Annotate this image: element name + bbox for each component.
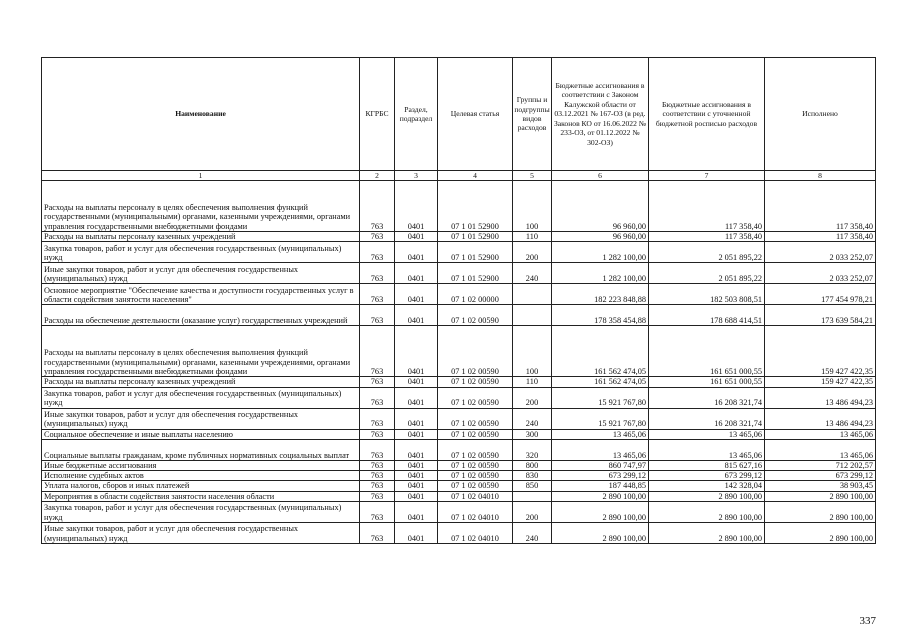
row-refined-allocation: 2 890 100,00 <box>649 523 765 544</box>
row-group: 200 <box>513 242 552 263</box>
row-law-allocation: 1 282 100,00 <box>552 242 649 263</box>
table-row <box>42 305 876 326</box>
row-law-allocation: 15 921 767,80 <box>552 408 649 429</box>
row-target: 07 1 02 00590 <box>438 377 513 387</box>
page-number: 337 <box>859 615 876 627</box>
row-name: Расходы на выплаты персоналу казенных учреждений <box>42 377 360 387</box>
row-section: 0401 <box>395 326 438 377</box>
row-group <box>513 305 552 326</box>
row-law-allocation: 2 890 100,00 <box>552 491 649 501</box>
row-group: 110 <box>513 232 552 242</box>
row-refined-allocation: 815 627,16 <box>649 460 765 470</box>
row-kgrbs: 763 <box>360 377 395 387</box>
table-row <box>42 232 876 242</box>
row-kgrbs: 763 <box>360 429 395 439</box>
row-kgrbs: 763 <box>360 523 395 544</box>
row-section: 0401 <box>395 181 438 232</box>
row-group: 800 <box>513 460 552 470</box>
row-target: 07 1 02 04010 <box>438 491 513 501</box>
row-section: 0401 <box>395 263 438 284</box>
row-name: Социальное обеспечение и иные выплаты населению <box>42 429 360 439</box>
row-executed: 2 033 252,07 <box>765 242 876 263</box>
row-section: 0401 <box>395 523 438 544</box>
row-target: 07 1 01 52900 <box>438 242 513 263</box>
row-law-allocation: 2 890 100,00 <box>552 523 649 544</box>
row-refined-allocation: 117 358,40 <box>649 181 765 232</box>
row-target: 07 1 02 00590 <box>438 471 513 481</box>
row-law-allocation: 13 465,06 <box>552 439 649 460</box>
row-kgrbs: 763 <box>360 305 395 326</box>
row-refined-allocation: 2 890 100,00 <box>649 491 765 501</box>
row-refined-allocation: 2 051 895,22 <box>649 242 765 263</box>
row-target: 07 1 02 00590 <box>438 387 513 408</box>
row-law-allocation: 161 562 474,05 <box>552 377 649 387</box>
table-body <box>42 181 876 544</box>
row-executed: 159 427 422,35 <box>765 377 876 387</box>
row-executed: 117 358,40 <box>765 232 876 242</box>
table-row <box>42 491 876 501</box>
column-number-row <box>42 171 876 181</box>
header-executed: Исполнено <box>765 58 876 171</box>
row-kgrbs: 763 <box>360 491 395 501</box>
row-refined-allocation: 182 503 808,51 <box>649 284 765 305</box>
row-group <box>513 491 552 501</box>
row-executed: 673 299,12 <box>765 471 876 481</box>
row-name: Закупка товаров, работ и услуг для обеспечения государственных (муниципальных) нужд <box>42 242 360 263</box>
row-refined-allocation: 16 208 321,74 <box>649 408 765 429</box>
column-number: 1 <box>42 171 360 181</box>
row-kgrbs: 763 <box>360 502 395 523</box>
row-kgrbs: 763 <box>360 471 395 481</box>
column-number: 5 <box>513 171 552 181</box>
row-refined-allocation: 178 688 414,51 <box>649 305 765 326</box>
row-target: 07 1 02 00590 <box>438 305 513 326</box>
row-group: 200 <box>513 387 552 408</box>
row-name: Иные бюджетные ассигнования <box>42 460 360 470</box>
table-header-row <box>42 58 876 171</box>
row-group: 240 <box>513 408 552 429</box>
row-section: 0401 <box>395 491 438 501</box>
row-name: Социальные выплаты гражданам, кроме публичных нормативных социальных выплат <box>42 439 360 460</box>
row-executed: 712 202,57 <box>765 460 876 470</box>
row-law-allocation: 673 299,12 <box>552 471 649 481</box>
row-target: 07 1 01 52900 <box>438 232 513 242</box>
header-refined-allocations: Бюджетные ассигнования в соответствии с уточненной бюджетной росписью расходов <box>649 58 765 171</box>
row-executed: 13 465,06 <box>765 439 876 460</box>
row-group: 100 <box>513 326 552 377</box>
row-target: 07 1 02 00590 <box>438 460 513 470</box>
column-number: 6 <box>552 171 649 181</box>
row-name: Расходы на выплаты персоналу казенных учреждений <box>42 232 360 242</box>
row-law-allocation: 13 465,06 <box>552 429 649 439</box>
row-name: Расходы на обеспечение деятельности (оказание услуг) государственных учреждений <box>42 305 360 326</box>
row-kgrbs: 763 <box>360 263 395 284</box>
row-target: 07 1 02 04010 <box>438 523 513 544</box>
row-section: 0401 <box>395 387 438 408</box>
row-section: 0401 <box>395 284 438 305</box>
row-target: 07 1 02 04010 <box>438 502 513 523</box>
row-section: 0401 <box>395 481 438 491</box>
row-executed: 38 903,45 <box>765 481 876 491</box>
table-row <box>42 377 876 387</box>
header-groups: Группы и подгруппы видов расходов <box>513 58 552 171</box>
table-row <box>42 284 876 305</box>
row-target: 07 1 01 52900 <box>438 263 513 284</box>
row-section: 0401 <box>395 460 438 470</box>
row-section: 0401 <box>395 232 438 242</box>
row-section: 0401 <box>395 377 438 387</box>
row-refined-allocation: 13 465,06 <box>649 429 765 439</box>
row-section: 0401 <box>395 242 438 263</box>
row-executed: 177 454 978,21 <box>765 284 876 305</box>
row-target: 07 1 02 00590 <box>438 481 513 491</box>
row-refined-allocation: 2 890 100,00 <box>649 502 765 523</box>
row-executed: 2 890 100,00 <box>765 491 876 501</box>
table-row <box>42 439 876 460</box>
row-group: 100 <box>513 181 552 232</box>
row-executed: 2 890 100,00 <box>765 502 876 523</box>
row-refined-allocation: 2 051 895,22 <box>649 263 765 284</box>
row-section: 0401 <box>395 408 438 429</box>
row-group: 830 <box>513 471 552 481</box>
row-section: 0401 <box>395 305 438 326</box>
row-section: 0401 <box>395 471 438 481</box>
row-refined-allocation: 16 208 321,74 <box>649 387 765 408</box>
table-row <box>42 523 876 544</box>
row-group <box>513 284 552 305</box>
row-name: Иные закупки товаров, работ и услуг для обеспечения государственных (муниципальных) нужд <box>42 408 360 429</box>
row-law-allocation: 860 747,97 <box>552 460 649 470</box>
column-number: 7 <box>649 171 765 181</box>
row-executed: 117 358,40 <box>765 181 876 232</box>
row-law-allocation: 15 921 767,80 <box>552 387 649 408</box>
table-row <box>42 242 876 263</box>
row-law-allocation: 187 448,85 <box>552 481 649 491</box>
row-name: Иные закупки товаров, работ и услуг для обеспечения государственных (муниципальных) нужд <box>42 263 360 284</box>
row-name: Расходы на выплаты персоналу в целях обеспечения выполнения функций государственными (муниципальными) органами, казенными учреждениями, органами управления государственными внебюджетными фондами <box>42 326 360 377</box>
row-name: Мероприятия в области содействия занятости населения области <box>42 491 360 501</box>
column-number: 3 <box>395 171 438 181</box>
row-law-allocation: 178 358 454,88 <box>552 305 649 326</box>
row-kgrbs: 763 <box>360 181 395 232</box>
row-refined-allocation: 142 328,04 <box>649 481 765 491</box>
row-law-allocation: 96 960,00 <box>552 181 649 232</box>
row-name: Основное мероприятие "Обеспечение качества и доступности государственных услуг в области содействия занятости населения" <box>42 284 360 305</box>
row-section: 0401 <box>395 429 438 439</box>
row-refined-allocation: 161 651 000,55 <box>649 326 765 377</box>
row-executed: 13 486 494,23 <box>765 387 876 408</box>
row-kgrbs: 763 <box>360 232 395 242</box>
table-row <box>42 326 876 377</box>
column-number: 8 <box>765 171 876 181</box>
row-group: 850 <box>513 481 552 491</box>
row-kgrbs: 763 <box>360 284 395 305</box>
row-group: 320 <box>513 439 552 460</box>
row-group: 110 <box>513 377 552 387</box>
row-kgrbs: 763 <box>360 408 395 429</box>
row-kgrbs: 763 <box>360 242 395 263</box>
header-law-allocations: Бюджетные ассигнования в соответствии с Законом Калужской области от 03.12.2021 № 167-ОЗ (в ред. Законов КО от 16.06.2022 № 233-ОЗ, от 01.12.2022 № 302-ОЗ) <box>552 58 649 171</box>
row-group: 300 <box>513 429 552 439</box>
row-target: 07 1 02 00590 <box>438 439 513 460</box>
row-name: Закупка товаров, работ и услуг для обеспечения государственных (муниципальных) нужд <box>42 502 360 523</box>
row-executed: 159 427 422,35 <box>765 326 876 377</box>
row-executed: 2 890 100,00 <box>765 523 876 544</box>
table-row <box>42 429 876 439</box>
row-executed: 2 033 252,07 <box>765 263 876 284</box>
row-executed: 13 465,06 <box>765 429 876 439</box>
row-kgrbs: 763 <box>360 439 395 460</box>
row-target: 07 1 02 00590 <box>438 429 513 439</box>
row-refined-allocation: 161 651 000,55 <box>649 377 765 387</box>
budget-table <box>41 57 876 544</box>
row-kgrbs: 763 <box>360 481 395 491</box>
table-row <box>42 181 876 232</box>
row-executed: 173 639 584,21 <box>765 305 876 326</box>
row-refined-allocation: 13 465,06 <box>649 439 765 460</box>
table-row <box>42 481 876 491</box>
table-row <box>42 263 876 284</box>
row-kgrbs: 763 <box>360 387 395 408</box>
row-name: Исполнение судебных актов <box>42 471 360 481</box>
row-law-allocation: 2 890 100,00 <box>552 502 649 523</box>
row-executed: 13 486 494,23 <box>765 408 876 429</box>
row-refined-allocation: 117 358,40 <box>649 232 765 242</box>
row-target: 07 1 01 52900 <box>438 181 513 232</box>
column-number: 2 <box>360 171 395 181</box>
row-target: 07 1 02 00590 <box>438 326 513 377</box>
row-group: 240 <box>513 523 552 544</box>
row-name: Иные закупки товаров, работ и услуг для обеспечения государственных (муниципальных) нужд <box>42 523 360 544</box>
header-target: Целевая статья <box>438 58 513 171</box>
row-law-allocation: 1 282 100,00 <box>552 263 649 284</box>
table-row <box>42 408 876 429</box>
row-group: 240 <box>513 263 552 284</box>
row-law-allocation: 96 960,00 <box>552 232 649 242</box>
row-name: Уплата налогов, сборов и иных платежей <box>42 481 360 491</box>
table-row <box>42 387 876 408</box>
row-law-allocation: 182 223 848,88 <box>552 284 649 305</box>
row-law-allocation: 161 562 474,05 <box>552 326 649 377</box>
row-refined-allocation: 673 299,12 <box>649 471 765 481</box>
row-target: 07 1 02 00000 <box>438 284 513 305</box>
row-target: 07 1 02 00590 <box>438 408 513 429</box>
row-group: 200 <box>513 502 552 523</box>
row-kgrbs: 763 <box>360 460 395 470</box>
row-name: Расходы на выплаты персоналу в целях обеспечения выполнения функций государственными (муниципальными) органами, казенными учреждениями, органами управления государственными внебюджетными фондами <box>42 181 360 232</box>
table-row <box>42 471 876 481</box>
header-kgrbs: КГРБС <box>360 58 395 171</box>
row-name: Закупка товаров, работ и услуг для обеспечения государственных (муниципальных) нужд <box>42 387 360 408</box>
column-number: 4 <box>438 171 513 181</box>
table-row <box>42 460 876 470</box>
table-row <box>42 502 876 523</box>
row-kgrbs: 763 <box>360 326 395 377</box>
row-section: 0401 <box>395 439 438 460</box>
header-section: Раздел, подраздел <box>395 58 438 171</box>
row-section: 0401 <box>395 502 438 523</box>
header-name: Наименование <box>42 58 360 171</box>
